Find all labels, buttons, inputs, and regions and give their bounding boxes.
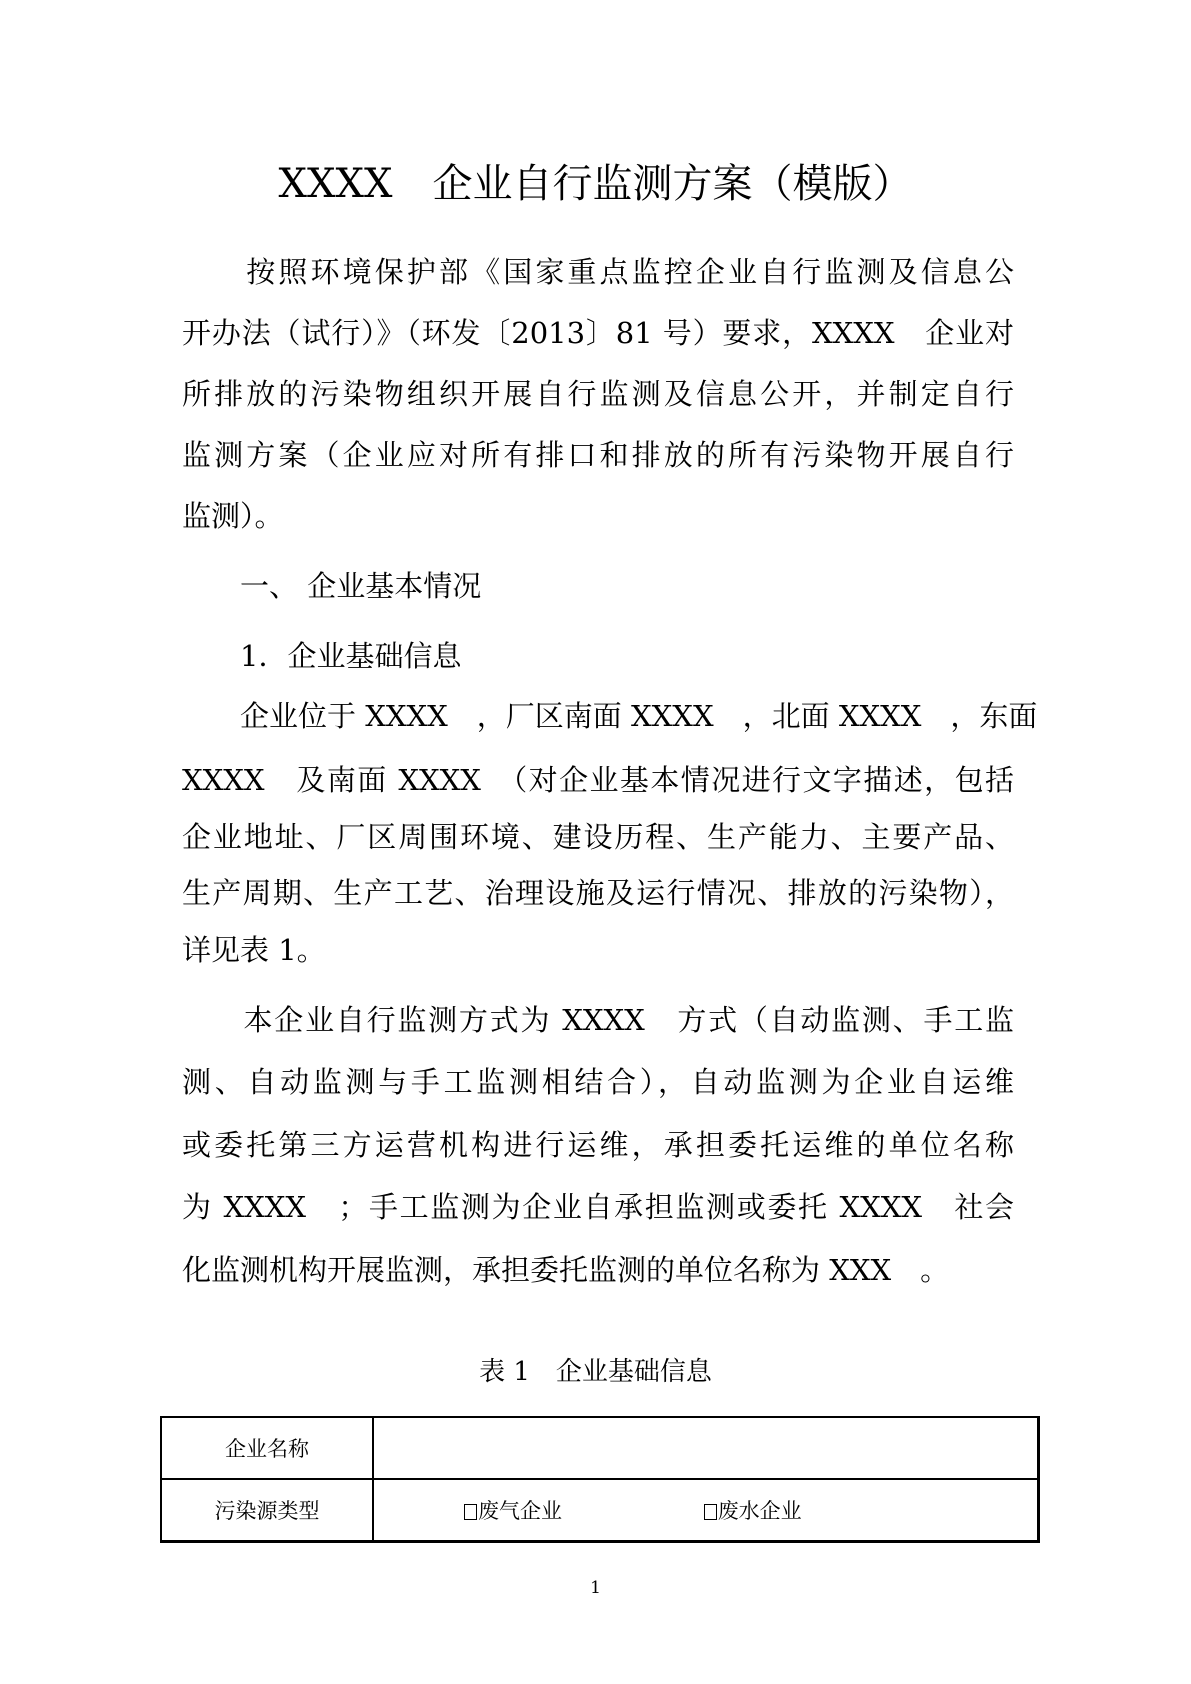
paragraph-line: 测、自动监测与手工监测相结合），自动监测为企业自运维 xyxy=(182,1065,1014,1099)
paragraph-line: 化监测机构开展监测，承担委托监测的单位名称为 XXX 。 xyxy=(182,1253,950,1287)
paragraph-line: 所排放的污染物组织开展自行监测及信息公开，并制定自行 xyxy=(182,377,1014,411)
paragraph-line: 生产周期、生产工艺、治理设施及运行情况、排放的污染物）， xyxy=(182,876,1014,910)
option-label: 废气企业 xyxy=(478,1499,562,1523)
table-caption: 表 1 企业基础信息 xyxy=(479,1357,712,1387)
document-title: XXXX 企业自行监测方案（模版） xyxy=(278,161,913,207)
table-row xyxy=(161,1417,1039,1479)
pollution-source-type-cell xyxy=(373,1479,1039,1542)
option-waste-water[interactable] xyxy=(704,1495,802,1525)
paragraph-line: 为 XXXX ；手工监测为企业自承担监测或委托 XXXX 社会 xyxy=(182,1190,1014,1224)
checkbox-icon[interactable] xyxy=(464,1504,477,1520)
paragraph-line: 监测）。 xyxy=(182,499,284,533)
paragraph-line: 开办法（试行）》（环发〔2013〕81 号）要求，XXXX 企业对 xyxy=(182,316,1014,350)
paragraph-line: XXXX 及南面 XXXX （对企业基本情况进行文字描述，包括 xyxy=(182,763,1014,797)
paragraph-line: 详见表 1。 xyxy=(182,933,326,967)
paragraph-line: 企业地址、厂区周围环境、建设历程、生产能力、主要产品、 xyxy=(182,820,1014,854)
paragraph-line: 本企业自行监测方式为 XXXX 方式（自动监测、手工监 xyxy=(182,1003,1014,1037)
enterprise-name-value xyxy=(373,1417,1039,1479)
table-row xyxy=(161,1479,1039,1542)
option-label: 废水企业 xyxy=(717,1499,802,1523)
page-number: 1 xyxy=(590,1578,601,1598)
table-cell-label: 企业名称 xyxy=(161,1417,373,1479)
subsection-heading: 1．企业基础信息 xyxy=(182,639,462,673)
option-waste-gas[interactable] xyxy=(464,1495,562,1525)
paragraph-line: 企业位于 XXXX ，厂区南面 XXXX ，北面 XXXX ，东面 xyxy=(182,699,1038,733)
paragraph-line: 或委托第三方运营机构进行运维，承担委托运维的单位名称 xyxy=(182,1128,1014,1162)
enterprise-info-table xyxy=(160,1416,1040,1543)
checkbox-icon[interactable] xyxy=(704,1504,717,1520)
table-cell-label: 污染源类型 xyxy=(161,1479,373,1542)
section-heading: 一、 企业基本情况 xyxy=(182,569,482,603)
paragraph-line: 按照环境保护部《国家重点监控企业自行监测及信息公 xyxy=(182,255,1014,289)
paragraph-line: 监测方案（企业应对所有排口和排放的所有污染物开展自行 xyxy=(182,438,1014,472)
